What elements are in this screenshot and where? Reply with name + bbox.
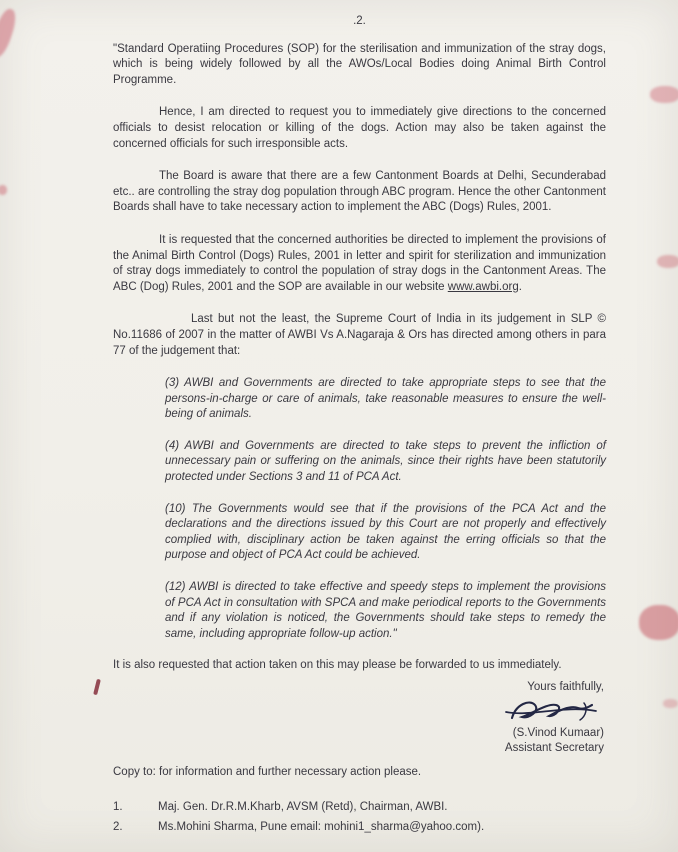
scan-artifact: [663, 699, 678, 708]
paragraph-board-aware: The Board is aware that there are a few Cantonment Boards at Delhi, Secunderabad etc.. are controlling the stray dog population through ABC program. Hence the other Cantonment Boards shall have to take necessary action to implement the ABC (Dogs) Rules, 2001.: [113, 170, 606, 214]
signatory-name: (S.Vinod Kumaar): [512, 726, 604, 739]
copy-to-item: [113, 800, 606, 816]
copy-to-item: [113, 820, 606, 836]
closing-request: It is also requested that action taken on this may please be forwarded to us immediately.: [113, 659, 562, 672]
signature-handwritten: [502, 696, 600, 726]
copy-item-text: Maj. Gen. Dr.R.M.Kharb, AVSM (Retd), Chairman, AWBI.: [158, 801, 448, 814]
judgement-quote-3: (3) AWBI and Governments are directed to take appropriate steps to see that the persons-in-charge or care of animals, take reasonable measures to ensure the well-being of animals.: [165, 377, 606, 421]
copy-item-number: 1.: [113, 801, 123, 814]
judgement-quote-4: (4) AWBI and Governments are directed to take steps to prevent the infliction of unnecessary pain or suffering on the animals, since their rights have been statutorily protected under Sections 3 and 11 of PCA Act.: [165, 439, 606, 484]
letter-content: [113, 14, 606, 840]
red-pen-mark: [93, 679, 101, 695]
page-number: .2.: [353, 15, 366, 27]
scan-artifact: [639, 605, 678, 640]
copy-item-text: Ms.Mohini Sharma, Pune email: mohini1_sharma@yahoo.com).: [158, 820, 485, 833]
copy-to-heading: Copy to: for information and further necessary action please.: [113, 765, 422, 778]
valediction: Yours faithfully,: [527, 681, 604, 693]
paragraph-requested-period: .: [518, 280, 522, 293]
judgement-quote-12: (12) AWBI is directed to take effective and speedy steps to implement the provisions of PCA Act in consultation with SPCA and make periodical reports to the Governments and if any violation is noticed, the Governments should take steps to remedy the same, including appropriate follow-up action.": [165, 581, 606, 640]
judgement-quote-10: (10) The Governments would see that if the provisions of the PCA Act and the declarations and the directions issued by this Court are not properly and effectively complied with, disciplinary action be taken against the erring officials so that the purpose and object of PCA Act could be achieved.: [165, 502, 606, 562]
signatory-title: Assistant Secretary: [504, 742, 604, 755]
scan-artifact: [657, 255, 678, 268]
scan-artifact: [0, 185, 7, 195]
paragraph-requested-authorities: [113, 233, 606, 295]
copy-item-number: 2.: [113, 820, 123, 833]
paragraph-requested-text: It is requested that the concerned authorities be directed to implement the provisions of the Animal Birth Control (Dogs) Rules, 2001 in letter and spirit for sterilization and immunization of stray dogs immediately to control the population of stray dogs in the Cantonment Areas. The ABC (Dog) Rules, 2001 and the SOP are available in our website: [113, 233, 606, 293]
scan-artifact: [650, 86, 678, 103]
website-link: www.awbi.org: [447, 280, 519, 293]
paragraph-hence-directed: Hence, I am directed to request you to immediately give directions to the concerned officials to desist relocation or killing of the dogs. Action may also be taken against the concerned officials for such irresponsible acts.: [113, 106, 606, 150]
paragraph-sop: "Standard Operatiing Procedures (SOP) for the sterilisation and immunization of the stray dogs, which is being widely followed by all the AWOs/Local Bodies doing Animal Birth Control Programme.: [113, 42, 606, 86]
signature-block: [113, 680, 604, 757]
paragraph-supreme-court: Last but not the least, the Supreme Court of India in its judgement in SLP © No.11686 of 2007 in the matter of AWBI Vs A.Nagaraja & Ors has directed among others in para 77 of the judgement that:: [113, 313, 606, 357]
scan-artifact: [0, 7, 19, 60]
